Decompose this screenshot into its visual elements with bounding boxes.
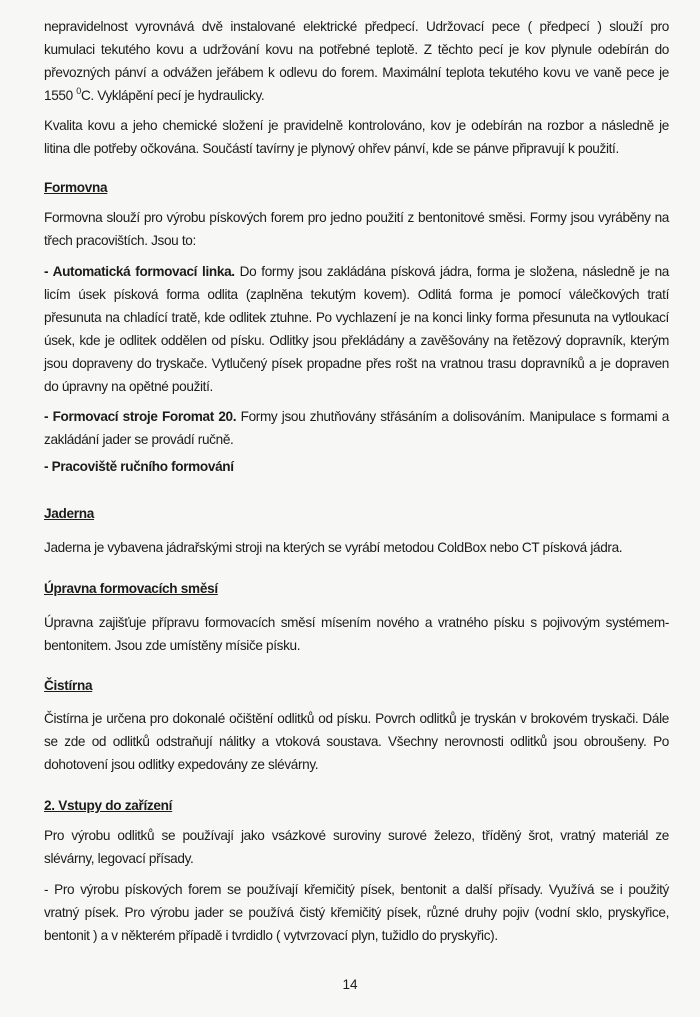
- paragraph-upravna: [44, 614, 669, 660]
- text-line: - Pro výrobu pískových forem se používají křemičitý písek, bentonit a další přísady. Využívá se i použitý: [44, 882, 669, 897]
- paragraph-cistirna: [44, 710, 669, 779]
- text-line: přesunuta na chladící tratě, kde odlitek ztuhne. Po vychlazení je na konci linky forma přesunuta na vytloukací: [44, 310, 669, 325]
- text-line: Formovna slouží pro výrobu pískových forem pro jedno použití z bentonitové směsi. Formy jsou vyráběny na: [44, 210, 669, 225]
- page-number: 14: [342, 977, 358, 992]
- section-heading-formovna: Formovna: [44, 180, 108, 195]
- text-line: Pro výrobu odlitků se používají jako vsázkové suroviny surové železo, tříděný šrot, vratný materiál ze: [44, 828, 669, 843]
- text-line: třech pracovištích. Jsou to:: [44, 233, 196, 248]
- text-line: jsou dopraveny do tryskače. Vytlučený písek propadne přes rošt na vratnou trasu dopravníků a je dopraven: [44, 356, 669, 371]
- paragraph-furnaces: [44, 18, 669, 110]
- paragraph-vstupy-1: [44, 827, 669, 873]
- paragraph-quality: [44, 117, 669, 163]
- section-heading-jaderna: Jaderna: [44, 506, 95, 521]
- paragraph-vstupy-2: [44, 881, 669, 950]
- text-line: dohotovení jsou odlitky expedovány ze slévárny.: [44, 757, 319, 772]
- text-line: do úpravny na opětné použití.: [44, 379, 213, 394]
- text-line: - Formovací stroje Foromat 20. Formy jsou zhutňovány střásáním a dolisováním. Manipulace s formami a: [44, 409, 669, 424]
- paragraph-foromat: [44, 408, 669, 454]
- paragraph-formovna-intro: [44, 209, 669, 255]
- section-heading-vstupy: 2. Vstupy do zařízení: [44, 798, 173, 813]
- text-line: zakládání jader se provádí ručně.: [44, 432, 234, 447]
- text-line: litina dle potřeby očkována. Součástí tavírny je plynový ohřev pánví, kde se pánve připravují k použití.: [44, 141, 619, 156]
- text-line: převozných pánví a odvážen jeřábem k odlevu do forem. Maximální teplota tekutého kovu ve vaně pece je: [44, 65, 669, 80]
- text-line: bentonitem. Jsou zde umístěny mísiče písku.: [44, 638, 301, 653]
- text-line: - Pracoviště ručního formování: [44, 459, 234, 474]
- text-line: vratný písek. Pro výrobu jader se používá čistý křemičitý písek, různé druhy pojiv (vodní sklo, pryskyřice,: [44, 905, 669, 920]
- text-line: Čistírna je určena pro dokonalé očištění odlitků od písku. Povrch odlitků je tryskán v brokovém tryskači. Dále: [44, 711, 669, 726]
- text-line: kumulaci tekutého kovu a udržování kovu na potřebné teplotě. Z těchto pecí je kov plynule odebírán do: [44, 42, 669, 57]
- paragraph-automatic-line: [44, 263, 669, 401]
- text-line: 1550 $^0$C. Vyklápění pecí je hydraulicky.: [44, 86, 265, 103]
- text-line: Kvalita kovu a jeho chemické složení je pravidelně kontrolováno, kov je odebírán na rozbor a následně je: [44, 118, 669, 133]
- section-heading-cistirna: Čistírna: [44, 678, 93, 693]
- text-line: Jaderna je vybavena jádrařskými stroji na kterých se vyrábí metodou ColdBox nebo CT písková jádra.: [44, 540, 623, 555]
- section-heading-upravna: Úpravna formovacích směsí: [44, 581, 218, 596]
- paragraph-jaderna: [44, 539, 669, 562]
- text-line: licím úsek písková forma odlita (zaplněna tekutým kovem). Odlitá forma je pomocí válečkových tratí: [44, 287, 669, 302]
- text-line: úsek, kde je odlitek oddělen od písku. Odlitky jsou překládány a zavěšovány na řetězový dopravník, kterým: [44, 333, 669, 348]
- text-line: se zde od odlitků odstraňují nálitky a vtoková soustava. Všechny nerovnosti odlitků jsou obroušeny. Po: [44, 734, 669, 749]
- text-line: slévárny, legovací přísady.: [44, 851, 194, 866]
- text-line: - Automatická formovací linka. Do formy jsou zakládána písková jádra, forma je složena, následně je na: [44, 264, 669, 279]
- text-line: nepravidelnost vyrovnává dvě instalované elektrické předpecí. Udržovací pece ( předpecí ) slouží pro: [44, 19, 669, 34]
- text-line: Úpravna zajišťuje přípravu formovacích směsí mísením nového a vratného písku s pojivovým systémem-: [44, 615, 669, 630]
- text-line: bentonit ) a v některém případě i tvrdidlo ( vytvrzovací plyn, tužidlo do pryskyřic).: [44, 928, 498, 943]
- paragraph-manual-molding: [44, 458, 669, 481]
